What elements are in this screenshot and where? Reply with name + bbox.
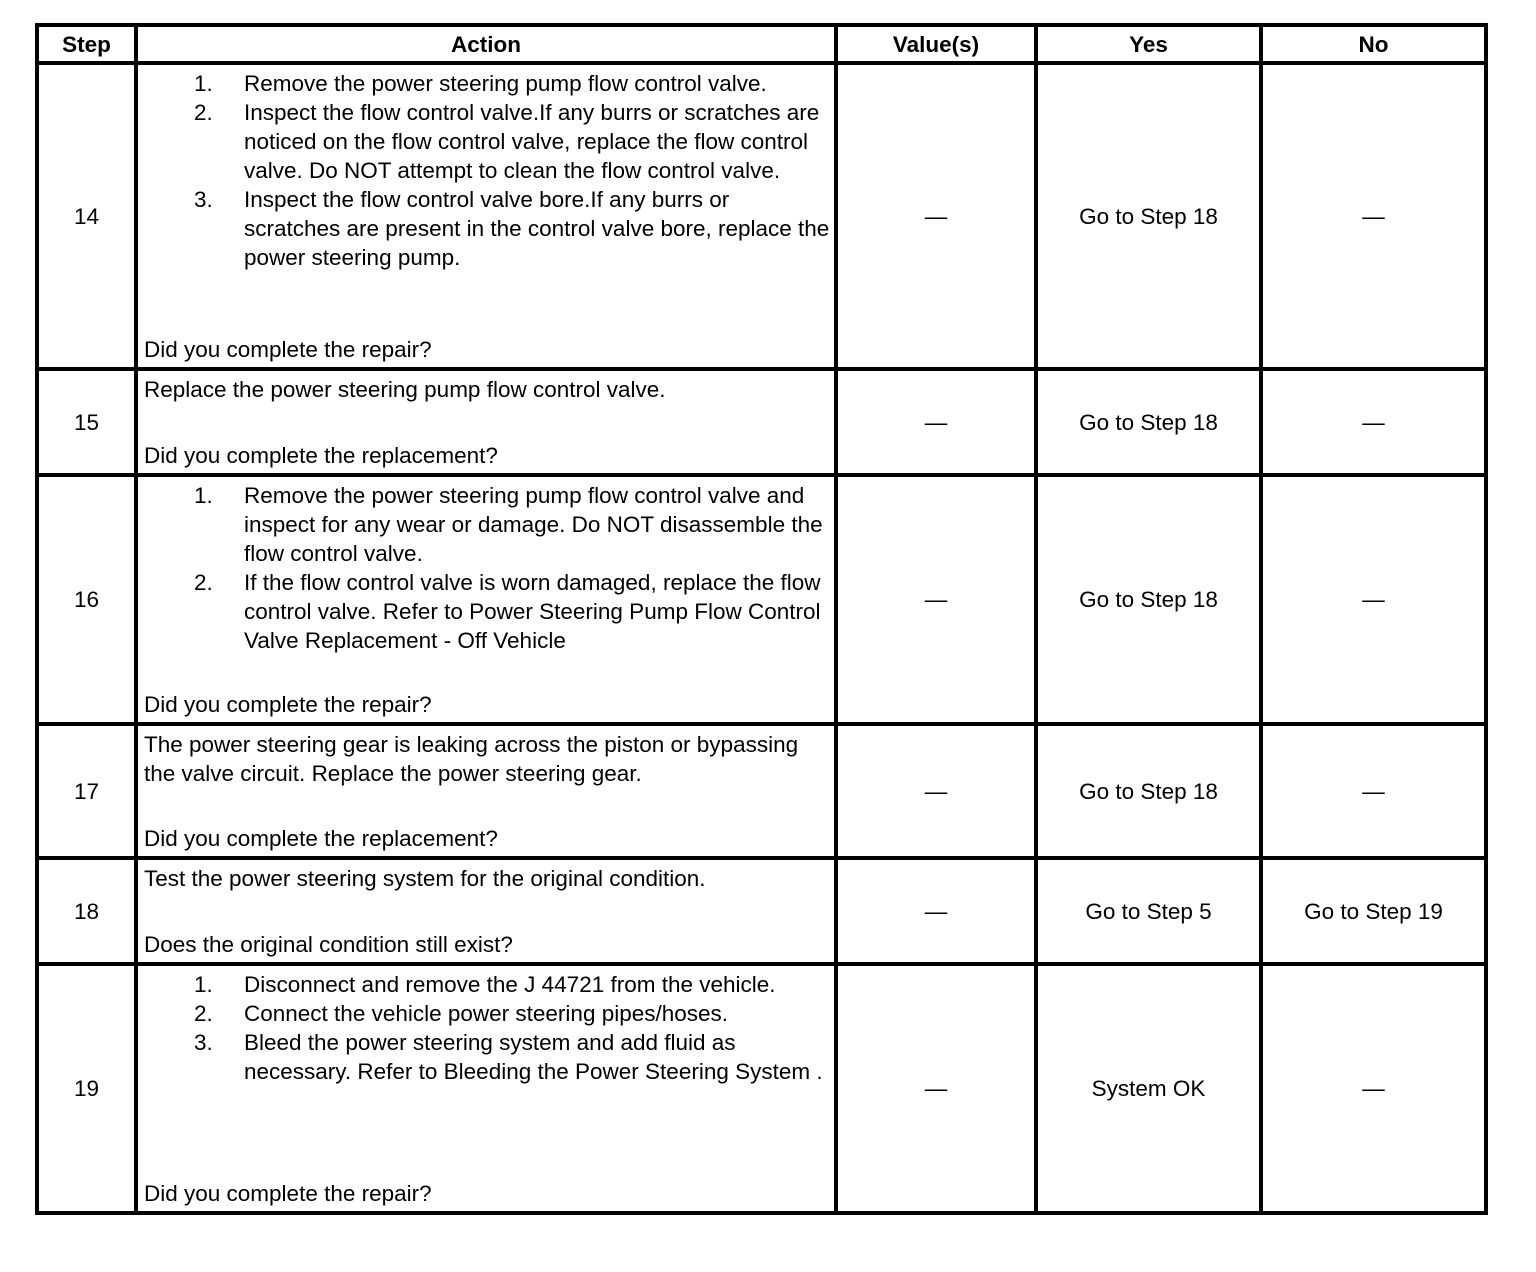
list-number: 1.: [194, 483, 213, 508]
diagnostic-table: [35, 23, 1488, 1215]
table-row: [37, 369, 1486, 475]
table-row: [37, 475, 1486, 724]
yes-cell: Go to Step 18: [1036, 724, 1261, 858]
list-text: Remove the power steering pump flow control valve.: [244, 71, 767, 96]
value-cell: [836, 724, 1036, 858]
action-list: [144, 69, 830, 272]
list-text: Disconnect and remove the J 44721 from the vehicle.: [244, 972, 776, 997]
action-list: [144, 481, 830, 655]
step-number: 14: [37, 63, 136, 369]
value-cell: [836, 63, 1036, 369]
header-row: [37, 25, 1486, 63]
no-cell: Go to Step 19: [1261, 858, 1486, 964]
header-no: No: [1261, 25, 1486, 63]
action-cell: [136, 63, 836, 369]
list-text: Bleed the power steering system and add fluid as necessary. Refer to Bleeding the Power Steering System .: [244, 1030, 823, 1084]
action-question: Did you complete the repair?: [144, 692, 432, 717]
value-cell: [836, 964, 1036, 1213]
action-question: Does the original condition still exist?: [144, 932, 513, 957]
list-item: [144, 185, 830, 272]
list-item: [144, 481, 830, 568]
list-number: 2.: [194, 100, 213, 125]
action-cell: [136, 475, 836, 724]
value-dash: —: [924, 409, 948, 435]
table-row: [37, 964, 1486, 1213]
action-text: Test the power steering system for the original condition.: [144, 866, 706, 891]
yes-cell: Go to Step 18: [1036, 475, 1261, 724]
yes-cell: Go to Step 5: [1036, 858, 1261, 964]
action-question: Did you complete the repair?: [144, 1181, 432, 1206]
value-dash: —: [924, 1076, 948, 1101]
list-item: [144, 98, 830, 185]
list-number: 3.: [194, 1030, 213, 1055]
action-question: Did you complete the replacement?: [144, 443, 498, 468]
action-question: Did you complete the repair?: [144, 337, 432, 362]
header-step: Step: [37, 25, 136, 63]
step-number: 17: [37, 724, 136, 858]
value-dash: —: [924, 898, 948, 924]
list-item: [144, 568, 830, 655]
list-number: 3.: [194, 187, 213, 212]
yes-cell: Go to Step 18: [1036, 63, 1261, 369]
table-row: [37, 63, 1486, 369]
list-number: 2.: [194, 570, 213, 595]
list-item: [144, 970, 830, 999]
list-item: [144, 1028, 830, 1086]
action-text: The power steering gear is leaking across the piston or bypassing the valve circuit. Replace the power steering gear.: [144, 732, 799, 786]
action-list: [144, 970, 830, 1086]
list-text: Inspect the flow control valve bore.If any burrs or scratches are present in the control valve bore, replace the power steering pump.: [244, 187, 830, 270]
action-cell: [136, 724, 836, 858]
value-cell: [836, 858, 1036, 964]
header-action: Action: [136, 25, 836, 63]
value-cell: [836, 475, 1036, 724]
yes-cell: Go to Step 18: [1036, 369, 1261, 475]
list-number: 1.: [194, 71, 213, 96]
header-values: Value(s): [836, 25, 1036, 63]
list-text: Remove the power steering pump flow control valve and inspect for any wear or damage. Do NOT disassemble the flow control valve.: [244, 483, 823, 566]
value-dash: —: [924, 778, 948, 804]
no-cell: —: [1261, 475, 1486, 724]
step-number: 19: [37, 964, 136, 1213]
value-cell: [836, 369, 1036, 475]
step-number: 15: [37, 369, 136, 475]
action-cell: [136, 964, 836, 1213]
no-cell: —: [1261, 964, 1486, 1213]
step-number: 18: [37, 858, 136, 964]
value-dash: —: [924, 203, 948, 229]
value-dash: —: [924, 587, 948, 612]
no-cell: —: [1261, 63, 1486, 369]
list-text: Inspect the flow control valve.If any burrs or scratches are noticed on the flow control valve, replace the flow control valve. Do NOT attempt to clean the flow control valve.: [244, 100, 820, 183]
action-cell: [136, 858, 836, 964]
action-question: Did you complete the replacement?: [144, 826, 498, 851]
yes-cell: System OK: [1036, 964, 1261, 1213]
list-number: 1.: [194, 972, 213, 997]
table-row: [37, 724, 1486, 858]
step-number: 16: [37, 475, 136, 724]
action-cell: [136, 369, 836, 475]
list-item: [144, 999, 830, 1028]
header-yes: Yes: [1036, 25, 1261, 63]
table-row: [37, 858, 1486, 964]
no-cell: —: [1261, 724, 1486, 858]
no-cell: —: [1261, 369, 1486, 475]
list-number: 2.: [194, 1001, 213, 1026]
list-text: If the flow control valve is worn damaged, replace the flow control valve. Refer to Power Steering Pump Flow Control Valve Replacement - Off Vehicle: [244, 570, 821, 653]
list-text: Connect the vehicle power steering pipes/hoses.: [244, 1001, 729, 1026]
list-item: [144, 69, 830, 98]
action-text: Replace the power steering pump flow control valve.: [144, 377, 666, 402]
